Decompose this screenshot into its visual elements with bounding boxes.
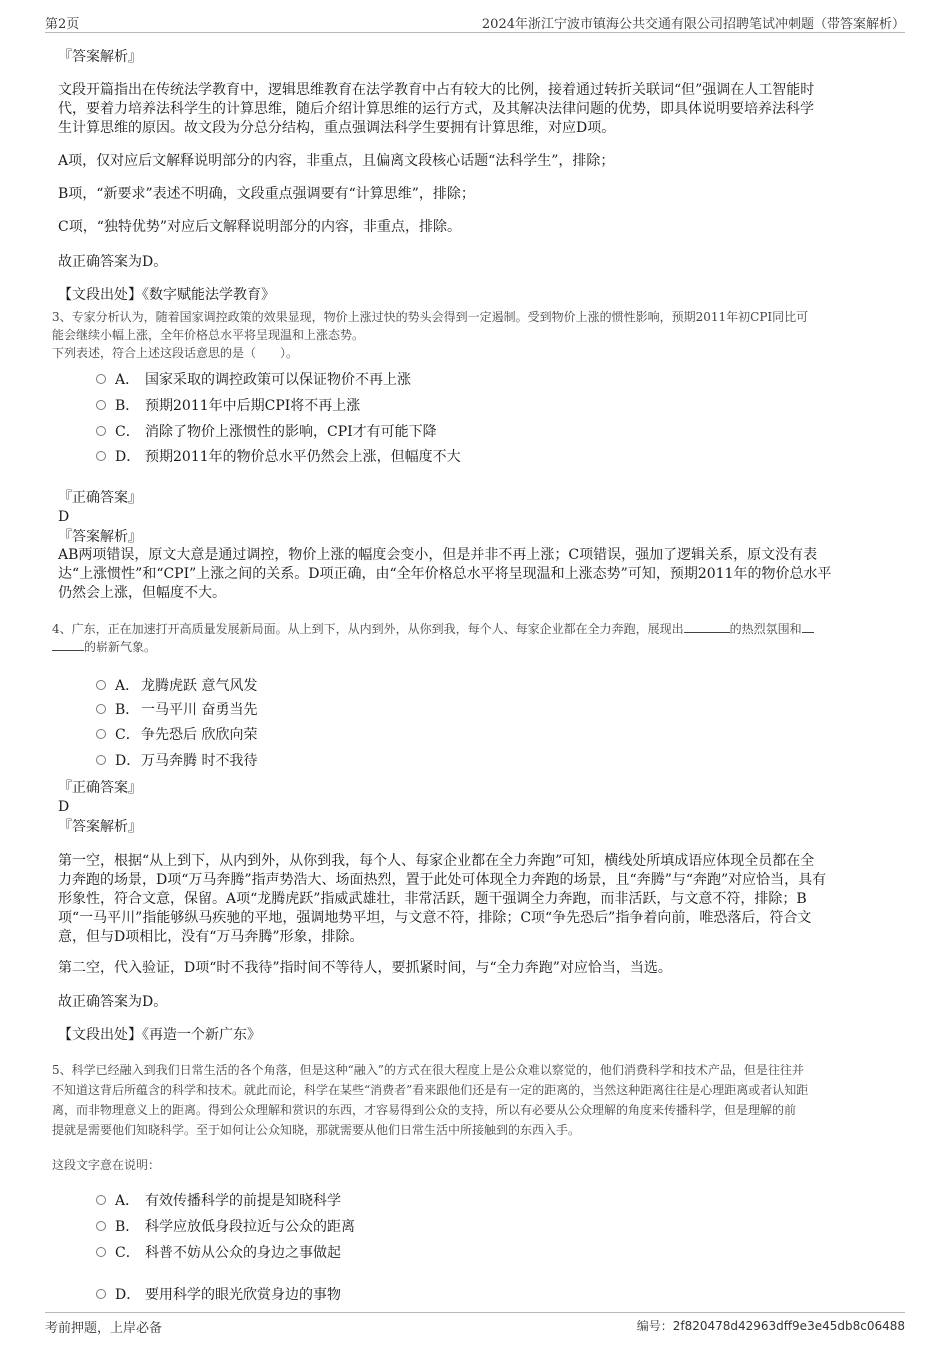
q3-option-c[interactable]: C． 消除了物价上涨惯性的影响，CPI才有可能下降 <box>96 421 437 441</box>
radio-button[interactable] <box>96 1289 106 1299</box>
q5-option-c[interactable]: C． 科普不妨从公众的身边之事做起 <box>96 1242 341 1262</box>
radio-button[interactable] <box>96 704 106 714</box>
q3-answer: D <box>58 509 70 525</box>
q3-option-a[interactable]: A． 国家采取的调控政策可以保证物价不再上涨 <box>96 369 411 389</box>
q5-option-a[interactable]: A． 有效传播科学的前提是知晓科学 <box>96 1190 341 1210</box>
q5-option-d[interactable]: D． 要用科学的眼光欣赏身边的事物 <box>96 1284 341 1304</box>
q2-analysis-line-3: 生计算思维的原因。故文段为分总分结构，重点强调法科学生要拥有计算思维，对应D项。 <box>58 120 616 136</box>
q5-option-b[interactable]: B． 科学应放低身段拉近与公众的距离 <box>96 1216 355 1236</box>
radio-button[interactable] <box>96 374 106 384</box>
q2-analysis-label: 『答案解析』 <box>58 49 142 65</box>
q5-stem-line-1: 5、科学已经融入到我们日常生活的各个角落，但是这种“融入”的方式在很大程度上是公众难以察觉的，他们消费科学和技术产品，但是往往并 <box>52 1063 804 1077</box>
q3-stem-line-1: 3、专家分析认为，随着国家调控政策的效果显现，物价上涨过快的势头会得到一定遏制。受到物价上涨的惯性影响，预期2011年初CPI同比可 <box>52 310 809 324</box>
q4-answer: D <box>58 799 70 815</box>
q4-analysis-line-5: 意，但与D项相比，没有“万马奔腾”形象，排除。 <box>58 929 364 945</box>
q4-answer-label: 『正确答案』 <box>58 780 142 796</box>
radio-button[interactable] <box>96 755 106 765</box>
q3-analysis-line-2: 达“上涨惯性”和“CPI”上涨之间的关系。D项正确，由“全年价格总水平将呈现温和上涨态势”可知，预期2011年的物价总水平 <box>58 566 832 582</box>
page-header <box>45 10 905 33</box>
q2-analysis-line-2: 代，要着力培养法科学生的计算思维，随后介绍计算思维的运行方式，及其解决法律问题的优势，即具体说明要培养法科学 <box>58 101 814 117</box>
q2-conclusion: 故正确答案为D。 <box>58 254 168 270</box>
q4-option-d[interactable]: D．万马奔腾 时不我待 <box>96 750 257 770</box>
q4-second-blank: 第二空，代入验证，D项“时不我待”指时间不等待人，要抓紧时间，与“全力奔跑”对应恰当，当选。 <box>58 960 672 976</box>
fill-blank <box>684 620 730 633</box>
q2-note-b: B项，“新要求”表述不明确，文段重点强调要有“计算思维”，排除； <box>58 186 475 202</box>
page-number: 第2页 <box>45 17 80 32</box>
q4-option-c[interactable]: C．争先恐后 欣欣向荣 <box>96 724 257 744</box>
radio-button[interactable] <box>96 1247 106 1257</box>
document-title: 2024年浙江宁波市镇海公共交通有限公司招聘笔试冲刺题（带答案解析） <box>481 17 905 32</box>
q2-note-a: A项，仅对应后文解释说明部分的内容，非重点，且偏离文段核心话题“法科学生”，排除； <box>58 153 615 169</box>
q4-analysis-line-1: 第一空，根据“从上到下，从内到外，从你到我，每个人、每家企业都在全力奔跑”可知，横线处所填成语应体现全员都在全 <box>58 853 815 869</box>
q5-stem-line-4: 提就是需要他们知晓科学。至于如何让公众知晓，那就需要从他们日常生活中所接触到的东西入手。 <box>52 1123 581 1137</box>
q3-answer-label: 『正确答案』 <box>58 490 142 506</box>
q4-stem-line-1: 4、广东，正在加速打开高质量发展新局面。从上到下，从内到外，从你到我，每个人、每家企业都在全力奔跑，展现出 的热烈氛围和 <box>52 620 814 637</box>
q2-note-c: C项，“独特优势”对应后文解释说明部分的内容，非重点，排除。 <box>58 219 462 235</box>
q4-option-a[interactable]: A． 龙腾虎跃 意气风发 <box>96 675 257 695</box>
q4-stem-line-2: 的崭新气象。 <box>52 638 156 655</box>
q4-analysis-line-2: 力奔跑的场景，D项“万马奔腾”指声势浩大、场面热烈，置于此处可体现全力奔跑的场景，且“奔腾”与“奔跑”对应恰当，具有 <box>58 872 827 888</box>
radio-button[interactable] <box>96 451 106 461</box>
document-code: 编号：2f820478d42963dff9e3e45db8c06488 <box>636 1319 905 1333</box>
radio-button[interactable] <box>96 729 106 739</box>
footer-slogan: 考前押题，上岸必备 <box>45 1321 163 1336</box>
q3-option-d[interactable]: D． 预期2011年的物价总水平仍然会上涨，但幅度不大 <box>96 446 461 466</box>
q5-stem-line-2: 不知道这背后所蕴含的科学和技术。就此而论，科学在某些“消费者”看来跟他们还是有一定的距离的，当然这种距离往往是心理距离或者认知距 <box>52 1083 809 1097</box>
q3-stem-line-3: 下列表述，符合上述这段话意思的是（ ）。 <box>52 346 299 360</box>
q4-analysis-line-4: 项“一马平川”指能够纵马疾驰的平地，强调地势平坦，与文意不符，排除；C项“争先恐后”指争着向前，唯恐落后，符合文 <box>58 910 812 926</box>
page-footer <box>45 1312 905 1337</box>
q4-option-b[interactable]: B． 一马平川 奋勇当先 <box>96 699 257 719</box>
radio-button[interactable] <box>96 1221 106 1231</box>
q4-analysis-label: 『答案解析』 <box>58 819 142 835</box>
fill-blank <box>802 620 814 633</box>
q3-stem-line-2: 能会继续小幅上涨，全年价格总水平将呈现温和上涨态势。 <box>52 328 365 342</box>
q3-analysis-label: 『答案解析』 <box>58 529 142 545</box>
fill-blank <box>52 638 84 651</box>
radio-button[interactable] <box>96 680 106 690</box>
q4-source: 【文段出处】《再造一个新广东》 <box>58 1027 261 1043</box>
radio-button[interactable] <box>96 426 106 436</box>
q3-option-b[interactable]: B． 预期2011年中后期CPI将不再上涨 <box>96 395 360 415</box>
q4-conclusion: 故正确答案为D。 <box>58 994 168 1010</box>
q2-source: 【文段出处】《数字赋能法学教育》 <box>58 287 275 303</box>
q5-stem-line-3: 离，而非物理意义上的距离。得到公众理解和赏识的东西，才容易得到公众的支持，所以有必要从公众理解的角度来传播科学，但是理解的前 <box>52 1103 797 1117</box>
q3-analysis-line-1: AB两项错误，原文大意是通过调控，物价上涨的幅度会变小，但是并非不再上涨；C项错误，强加了逻辑关系，原文没有表 <box>58 547 818 563</box>
q2-analysis-line-1: 文段开篇指出在传统法学教育中，逻辑思维教育在法学教育中占有较大的比例，接着通过转折关联词“但”强调在人工智能时 <box>58 82 815 98</box>
q5-question: 这段文字意在说明： <box>52 1158 161 1172</box>
radio-button[interactable] <box>96 1195 106 1205</box>
q3-analysis-line-3: 仍然会上涨，但幅度不大。 <box>58 585 226 601</box>
radio-button[interactable] <box>96 400 106 410</box>
q4-analysis-line-3: 形象性，符合文意，保留。A项“龙腾虎跃”指威武雄壮，非常活跃，题干强调全力奔跑，而非活跃，与文意不符，排除；B <box>58 891 807 907</box>
